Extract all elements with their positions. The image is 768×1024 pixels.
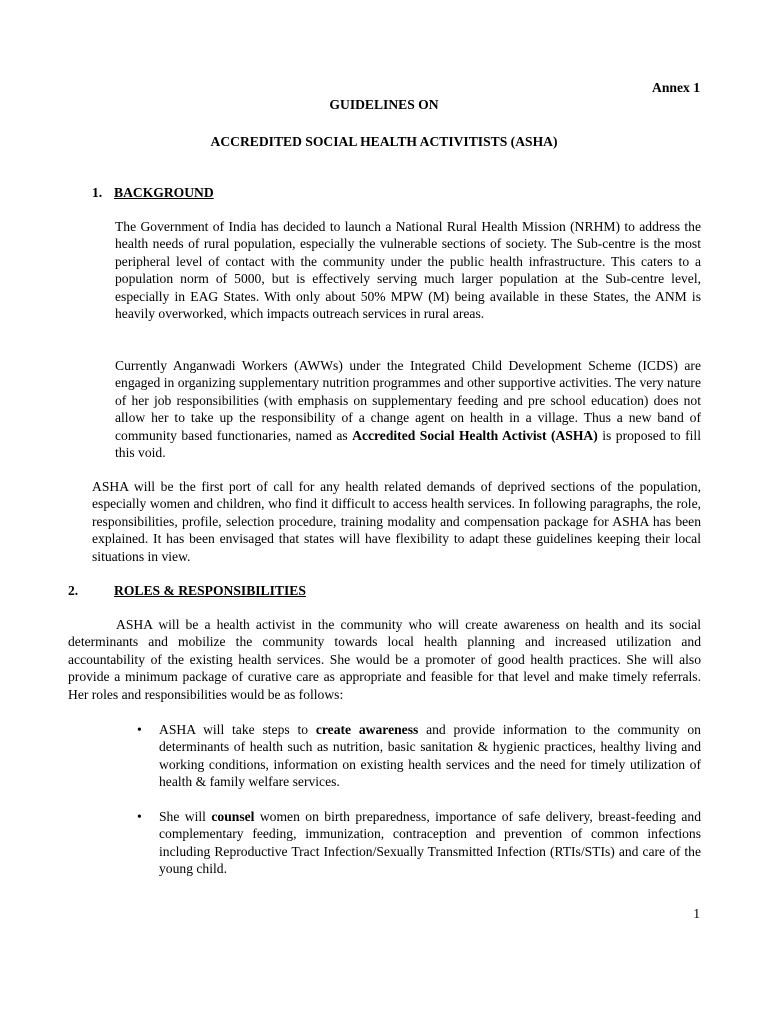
section-number: 1.	[92, 185, 103, 200]
section-heading-background	[92, 184, 214, 201]
background-paragraph-3: ASHA will be the first port of call for any health related demands of deprived sections of the population, especially women and children, who find it difficult to access health services. In following paragraphs, the role, responsibilities, profile, selection procedure, training modality and compensation package for ASHA has been explained. It has been envisaged that states will have flexibility to adapt these guidelines keeping their local situations in view.	[92, 479, 701, 564]
bullet-icon: •	[137, 722, 142, 737]
paragraph-text: Currently Anganwadi Workers (AWWs) under the Integrated Child Development Scheme (ICDS) are engaged in organizing supplementary nutrition programmes and other supportive activities. The very nature of her job responsibilities (with emphasis on supplementary feeding and pre school education) does not allow her to take up the responsibility of a change agent on health in a village. Thus a new band of community based functionaries, named as	[115, 358, 701, 443]
document-title-line1: GUIDELINES ON	[329, 97, 439, 112]
background-paragraph-1: The Government of India has decided to launch a National Rural Health Mission (NRHM) to address the health needs of rural population, especially the vulnerable sections of society. The Sub-centre is the most peripheral level of contact with the community under the public health infrastructure. This caters to a population norm of 5000, but is effectively serving much larger population at the Sub-centre level, especially in EAG States. With only about 50% MPW (M) being available in these States, the ANM is heavily overworked, which impacts outreach services in rural areas.	[115, 219, 701, 322]
document-title-line2: ACCREDITED SOCIAL HEALTH ACTIVITISTS (ASHA)	[210, 134, 558, 149]
page-number: 1	[693, 906, 700, 921]
roles-paragraph-1: ASHA will be a health activist in the community who will create awareness on health and its social determinants and mobilize the community towards local health planning and increased utilization and accountability of the existing health services. She would be a promoter of good health practices. She will also provide a minimum package of curative care as appropriate and feasible for that level and make timely referrals. Her roles and responsibilities would be as follows:	[68, 617, 701, 702]
section-heading-roles	[68, 582, 306, 599]
bullet-bold-text: create awareness	[315, 722, 419, 737]
annex-label: Annex 1	[652, 80, 700, 95]
paragraph-text: is proposed to fill this void.	[115, 427, 701, 461]
section-title: ROLES & RESPONSIBILITIES	[114, 583, 306, 598]
section-title: BACKGROUND	[114, 185, 214, 200]
bullet-text: and provide information to the community on determinants of health such as nutrition, basic sanitation & hygienic practices, healthy living and working conditions, information on existing health services and the need for timely utilization of health & family welfare services.	[159, 722, 701, 790]
bullet-item	[137, 721, 701, 791]
bullet-text: ASHA will take steps to	[159, 722, 316, 737]
bullet-text: She will	[159, 809, 212, 824]
bullet-text: women on birth preparedness, importance of safe delivery, breast-feeding and complementary feeding, immunization, contraception and prevention of common infections including Reproductive Tract Infection/Sexually Transmitted Infection (RTIs/STIs) and care of the young child.	[159, 809, 701, 877]
section-number: 2.	[68, 583, 79, 598]
bullet-icon: •	[137, 809, 142, 824]
background-paragraph-2	[115, 357, 701, 461]
bullet-item	[137, 808, 701, 878]
paragraph-bold-text: Accredited Social Health Activist (ASHA)	[352, 427, 598, 443]
bullet-bold-text: counsel	[211, 809, 255, 824]
